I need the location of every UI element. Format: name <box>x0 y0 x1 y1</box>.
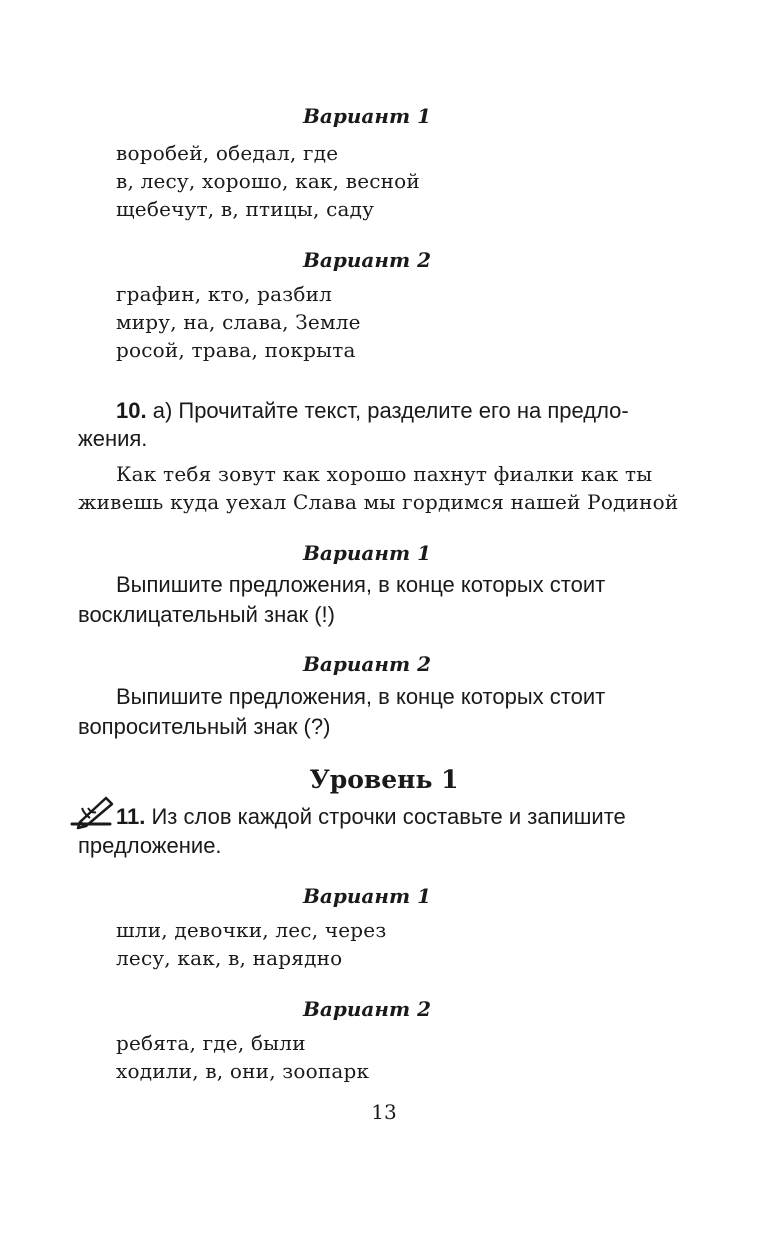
word-line: графин, кто, разбил <box>116 282 333 306</box>
variant-1-heading: Вариант 1 <box>303 884 431 908</box>
variant-1-heading: Вариант 1 <box>303 541 431 565</box>
variant-2-heading: Вариант 2 <box>303 997 431 1021</box>
word-line: в, лесу, хорошо, как, весной <box>116 169 420 193</box>
variant-2-heading: Вариант 2 <box>303 652 431 676</box>
variant-2-instruction-cont: вопросительный знак (?) <box>78 714 331 739</box>
task-11-text: Из слов каждой строчки составьте и запишите <box>145 804 626 829</box>
variant-1-instruction-cont: восклицательный знак (!) <box>78 602 335 627</box>
page-number: 13 <box>371 1100 397 1124</box>
word-line: лесу, как, в, нарядно <box>116 946 343 970</box>
variant-2-instruction: Выпишите предложения, в конце которых стоит <box>116 684 606 709</box>
task-10-instruction-cont: жения. <box>78 426 148 451</box>
variant-1-heading: Вариант 1 <box>303 104 431 128</box>
task-11-number: 11. <box>116 804 146 829</box>
task-10-text-line: Как тебя зовут как хорошо пахнут фиалки как ты <box>116 462 653 486</box>
level-title: Уровень 1 <box>309 765 459 794</box>
variant-2-heading: Вариант 2 <box>303 248 431 272</box>
word-line: щебечут, в, птицы, саду <box>116 197 375 221</box>
word-line: ходили, в, они, зоопарк <box>116 1059 370 1083</box>
task-11-instruction <box>116 804 626 830</box>
task-11-instruction-cont: предложение. <box>78 833 222 858</box>
word-line: миру, на, слава, Земле <box>116 310 361 334</box>
word-line: воробей, обедал, где <box>116 141 339 165</box>
variant-1-instruction: Выпишите предложения, в конце которых стоит <box>116 572 606 597</box>
word-line: шли, девочки, лес, через <box>116 918 387 942</box>
pencil-write-icon <box>70 794 114 830</box>
task-10-text: а) Прочитайте текст, разделите его на предло- <box>146 398 629 423</box>
word-line: росой, трава, покрыта <box>116 338 356 362</box>
task-10-number: 10. <box>116 398 147 423</box>
task-10-instruction <box>116 398 629 424</box>
task-10-text-line: живешь куда уехал Слава мы гордимся нашей Родиной <box>78 490 679 514</box>
word-line: ребята, где, были <box>116 1031 306 1055</box>
